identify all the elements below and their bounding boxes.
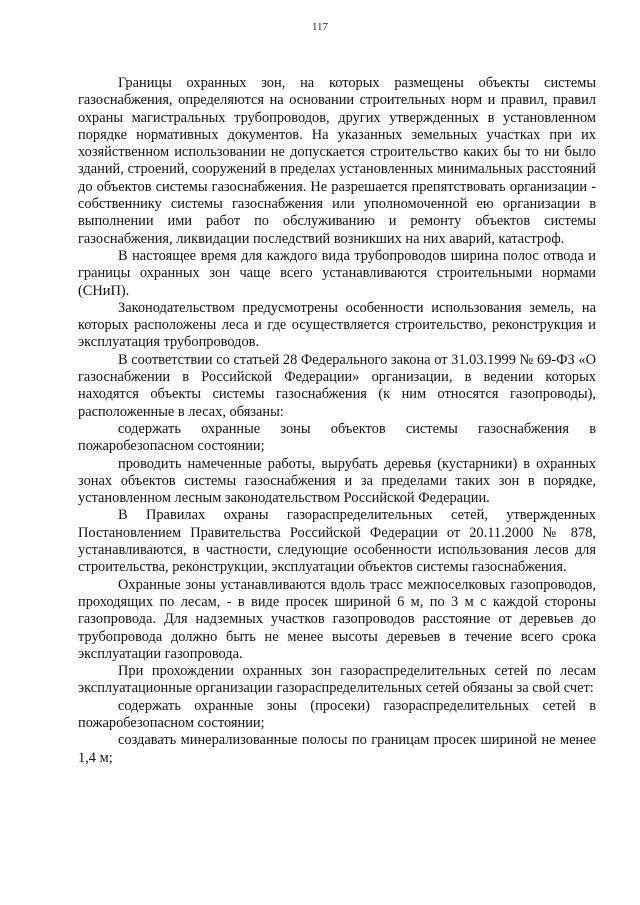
document-body (78, 75, 596, 767)
paragraph-obligation-mineralized-strips: создавать минерализованные полосы по границам просек шириной не менее 1,4 м; (78, 732, 596, 766)
page-number: 117 (311, 21, 329, 33)
paragraph-federal-law-article-28: В соответствии со статьей 28 Федерального закона от 31.03.1999 № 69-ФЗ «О газоснабжении в Российской Федерации» организации, в ведении которых находятся объекты системы газоснабжения (к ним относятся газопроводы), расположенные в лесах, обязаны: (78, 351, 596, 420)
paragraph-snip-norms: В настоящее время для каждого вида трубопроводов ширина полос отвода и границы охранных зон чаще всего устанавливаются строительными нормами (СНиП). (78, 247, 596, 299)
paragraph-obligation-fire-safety: содержать охранные зоны объектов системы газоснабжения в пожаробезопасном состоянии; (78, 420, 596, 455)
paragraph-clearing-width: Охранные зоны устанавливаются вдоль трасс межпоселковых газопроводов, проходящих по лесам, - в виде просек шириной 6 м, по 3 м с каждой стороны газопровода. Для надземных участков газопроводов расстояние от деревьев до трубопровода должно быть не менее высоты деревьев в течение всего срока эксплуатации газопровода. (78, 576, 596, 662)
paragraph-gas-network-rules: В Правилах охраны газораспределительных сетей, утвержденных Постановлением Правительства Российской Федерации от 20.11.2000 № 878, устанавливаются, в частности, следующие особенности использования лесов для строительства, реконструкции, эксплуатации объектов системы газоснабжения. (78, 507, 596, 576)
paragraph-protection-zone-boundaries: Границы охранных зон, на которых размещены объекты системы газоснабжения, определяются на основании строительных норм и правил, правил охраны магистральных трубопроводов, других утвержденных в установленном порядке нормативных документов. На указанных земельных участках при их хозяйственном использовании не допускается строительство каких бы то ни было зданий, строений, сооружений в пределах установленных минимальных расстояний до объектов системы газоснабжения. Не разрешается препятствовать организации - собственнику системы газоснабжения или уполномоченной ею организации в выполнении ими работ по обслуживанию и ремонту объектов системы газоснабжения, ликвидации последствий возникших на них аварий, катастроф. (78, 75, 596, 247)
paragraph-operator-obligations: При прохождении охранных зон газораспределительных сетей по лесам эксплуатационные организации газораспределительных сетей обязаны за свой счет: (78, 663, 596, 697)
paragraph-obligation-tree-cutting: проводить намеченные работы, вырубать деревья (кустарники) в охранных зонах объектов системы газоснабжения и за пределами таких зон в порядке, установленном лесным законодательством Российской Федерации. (78, 455, 596, 507)
paragraph-obligation-clearings-fire-safety: содержать охранные зоны (просеки) газораспределительных сетей в пожаробезопасном состоянии; (78, 697, 596, 731)
paragraph-forest-land-use: Законодательством предусмотрены особенности использования земель, на которых расположены леса и где осуществляется строительство, реконструкция и эксплуатация трубопроводов. (78, 299, 596, 351)
